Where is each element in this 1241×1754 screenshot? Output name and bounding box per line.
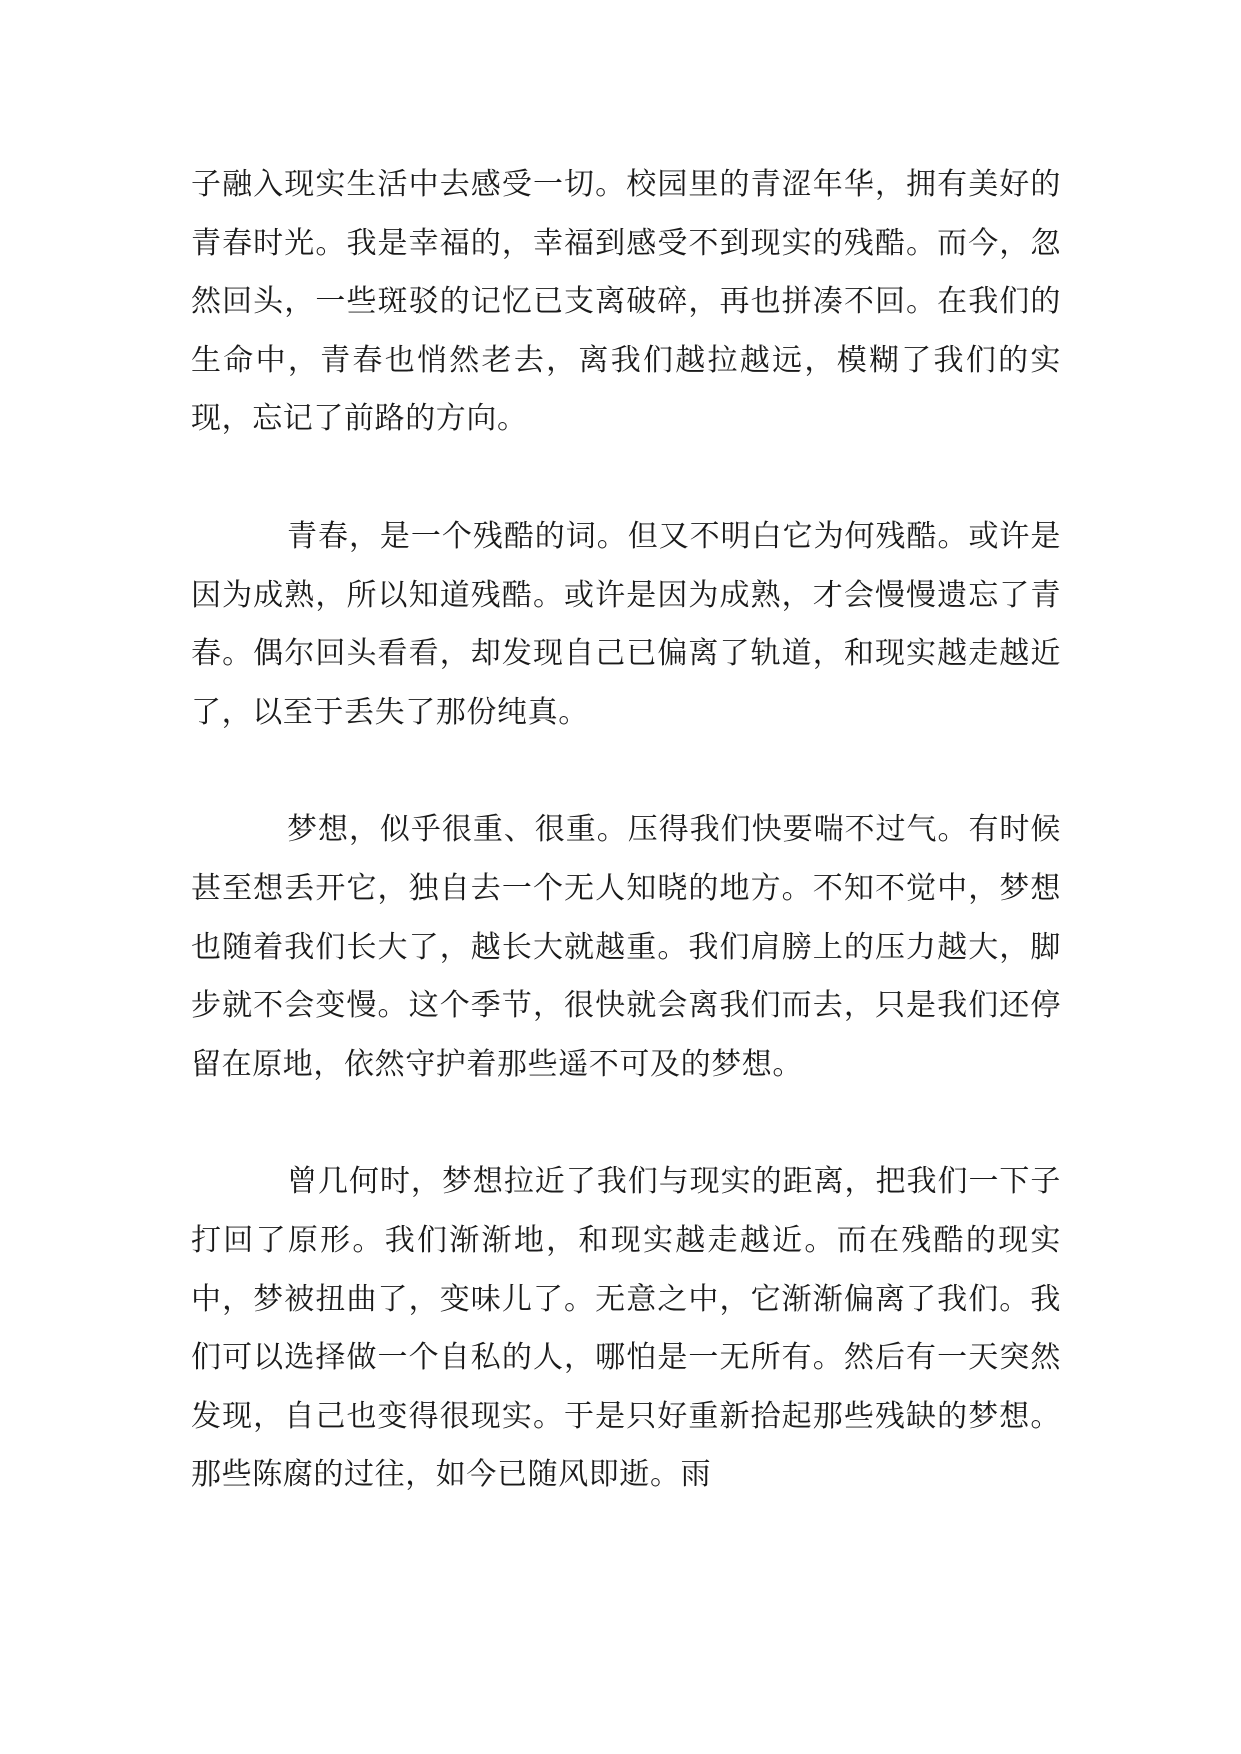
paragraph-youth: 青春，是一个残酷的词。但又不明白它为何残酷。或许是因为成熟，所以知道残酷。或许是因为成熟，才会慢慢遗忘了青春。偶尔回头看看，却发现自己已偏离了轨道，和现实越走越近了，以至于丢失了那份纯真。 bbox=[191, 518, 1061, 730]
paragraph-once-upon-a-time: 曾几何时，梦想拉近了我们与现实的距离，把我们一下子打回了原形。我们渐渐地，和现实越走越近。而在残酷的现实中，梦被扭曲了，变味儿了。无意之中，它渐渐偏离了我们。我们可以选择做一个自私的人，哪怕是一无所有。然后有一天突然发现，自己也变得很现实。于是只好重新拾起那些残缺的梦想。那些陈腐的过往，如今已随风即逝。雨 bbox=[191, 1164, 1061, 1493]
paragraph-dream: 梦想，似乎很重、很重。压得我们快要喘不过气。有时候甚至想丢开它，独自去一个无人知晓的地方。不知不觉中，梦想也随着我们长大了，越长大就越重。我们肩膀上的压力越大，脚步就不会变慢。这个季节，很快就会离我们而去，只是我们还停留在原地，依然守护着那些遥不可及的梦想。 bbox=[191, 812, 1061, 1082]
paragraph-continuation: 子融入现实生活中去感受一切。校园里的青涩年华，拥有美好的青春时光。我是幸福的，幸福到感受不到现实的残酷。而今，忽然回头，一些斑驳的记忆已支离破碎，再也拼凑不回。在我们的生命中，青春也悄然老去，离我们越拉越远，模糊了我们的实现，忘记了前路的方向。 bbox=[191, 167, 1061, 437]
document-body bbox=[191, 156, 1061, 1505]
